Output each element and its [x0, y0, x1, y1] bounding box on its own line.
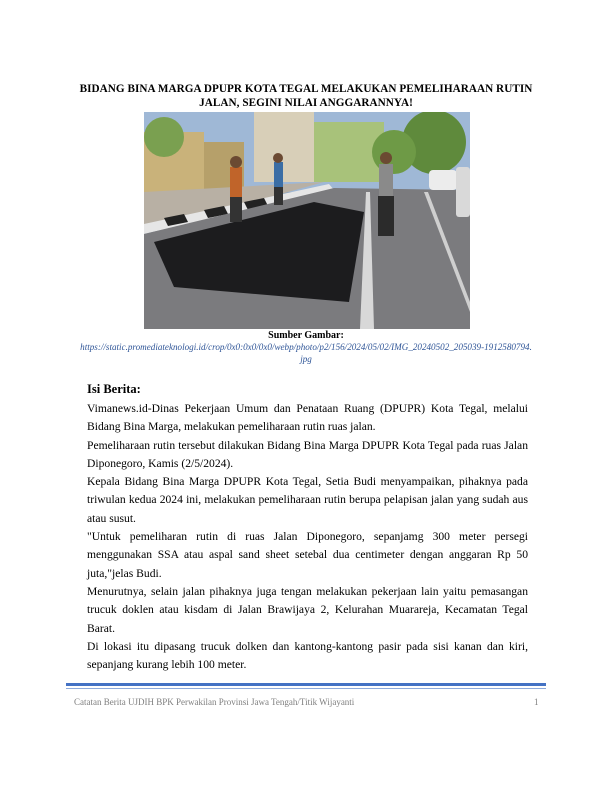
section-title: Isi Berita:	[87, 382, 141, 396]
article-body	[87, 400, 528, 674]
article-title: BIDANG BINA MARGA DPUPR KOTA TEGAL MELAKUKAN PEMELIHARAAN RUTIN JALAN, SEGINI NILAI ANGGARANNYA!	[79, 83, 533, 109]
paragraph: "Untuk pemeliharan rutin di ruas Jalan Diponegoro, sepanjamg 300 meter persegi menggunakan SSA atau aspal sand sheet setebal dua centimeter dengan anggaran Rp 50 juta,"jelas Budi.	[87, 530, 528, 580]
paragraph: Menurutnya, selain jalan pihaknya juga tengan melakukan pekerjaan lain yaitu pemasangan trucuk doklen atau kisdam di Jalan Brawijaya 2, Kelurahan Muarareja, Kecamatan Tegal Barat.	[87, 584, 528, 635]
paragraph: Di lokasi itu dipasang trucuk dolken dan kantong-kantong pasir pada sisi kanan dan kiri, sepanjang kurang lebih 100 meter.	[87, 639, 528, 672]
footer-text: Catatan Berita UJDIH BPK Perwakilan Provinsi Jawa Tengah/Titik Wijayanti	[74, 697, 355, 707]
paragraph: Pemeliharaan rutin tersebut dilakukan Bidang Bina Marga DPUPR Kota Tegal pada ruas Jalan Diponegoro, Kamis (2/5/2024).	[87, 438, 528, 470]
paragraph: Vimanews.id-Dinas Pekerjaan Umum dan Penataan Ruang (DPUPR) Kota Tegal, melalui Bidang Bina Marga, melakukan pemeliharaan rutin ruas jalan.	[87, 402, 528, 434]
footer-divider	[66, 683, 546, 686]
image-source-link[interactable]: https://static.promediateknologi.id/crop/0x0:0x0/0x0/webp/photo/p2/156/2024/05/02/IMG_20240502_205039-1912580794.jpg	[80, 342, 532, 364]
page-number: 1	[534, 697, 539, 707]
footer-divider-thin	[66, 688, 546, 689]
image-caption-label: Sumber Gambar:	[268, 330, 344, 341]
paragraph: Kepala Bidang Bina Marga DPUPR Kota Tegal, Setia Budi menyampaikan, pihaknya pada triwulan kedua 2024 ini, melakukan pemeliharaan rutin berupa pelapisan jalan yang sudah aus atau susut.	[87, 475, 528, 525]
road-maintenance-photo	[144, 112, 470, 329]
